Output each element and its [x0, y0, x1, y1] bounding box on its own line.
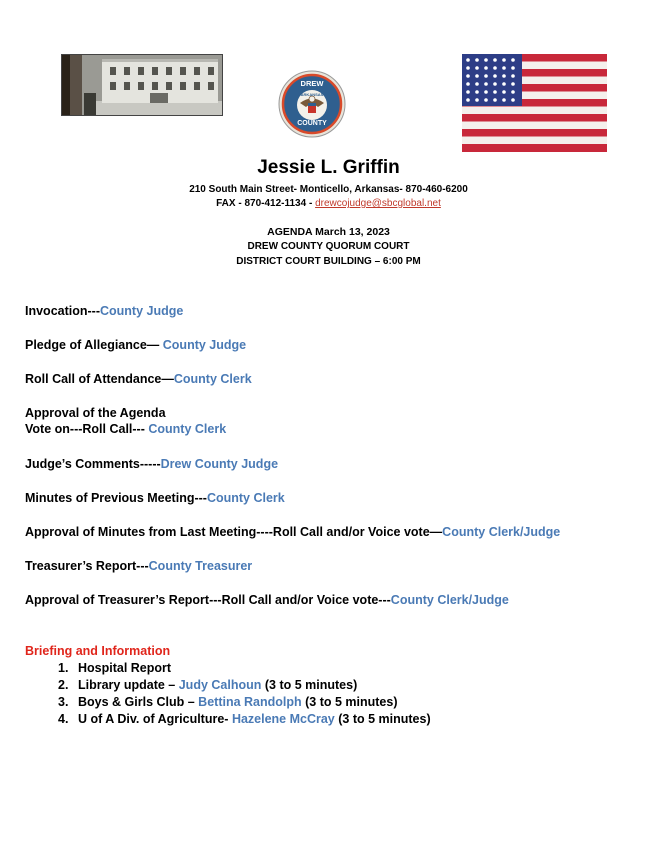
item-responsible: County Treasurer: [148, 559, 253, 573]
agenda-date: AGENDA March 13, 2023: [267, 226, 390, 238]
briefing-text: Boys & Girls Club –: [78, 695, 199, 709]
item-label: Pledge of Allegiance—: [25, 338, 163, 352]
agenda-item-judge-comments: [25, 457, 278, 471]
item-responsible: County Judge: [162, 338, 247, 352]
item-heading: Approval of the Agenda: [25, 406, 166, 420]
agenda-item-invocation: [25, 304, 183, 318]
flag-icon: [462, 54, 607, 152]
item-label: Minutes of Previous Meeting---: [25, 491, 207, 505]
briefing-item: [58, 678, 357, 692]
item-responsible: County Clerk/Judge: [390, 593, 509, 607]
court-name: DREW COUNTY QUORUM COURT: [247, 241, 410, 252]
item-label: Approval of Treasurer’s Report---Roll Call and/or Voice vote---: [25, 593, 391, 607]
item-responsible: Drew County Judge: [160, 457, 279, 471]
item-responsible: County Judge: [100, 304, 184, 318]
briefing-number: 1.: [58, 661, 69, 675]
item-label: Vote on---Roll Call---: [25, 422, 149, 436]
fax-text: FAX - 870-412-1134 -: [216, 198, 316, 209]
item-responsible: County Clerk: [173, 372, 252, 386]
agenda-item-treasurer-report: [25, 559, 252, 573]
item-label: Approval of Minutes from Last Meeting----Roll Call and/or Voice vote—: [25, 525, 443, 539]
item-responsible: County Clerk: [148, 422, 227, 436]
briefing-text: U of A Div. of Agriculture-: [78, 712, 232, 726]
briefing-person: Bettina Randolph: [198, 695, 302, 709]
briefing-number: 3.: [58, 695, 69, 709]
item-responsible: County Clerk/Judge: [442, 525, 561, 539]
seal-state-text: ARKANSAS: [300, 92, 324, 97]
american-flag: [462, 54, 607, 152]
briefing-item: [58, 712, 431, 726]
briefing-text: Library update –: [78, 678, 179, 692]
briefing-item: [58, 661, 171, 675]
agenda-item-pledge: [25, 338, 246, 352]
item-label: Treasurer’s Report---: [25, 559, 149, 573]
item-responsible: County Clerk: [206, 491, 285, 505]
briefing-suffix: (3 to 5 minutes): [334, 712, 431, 726]
drew-county-seal: [278, 70, 346, 138]
agenda-item-approval-minutes: [25, 525, 560, 539]
agenda-item-approval-treasurer: [25, 593, 509, 607]
fax-email-line: [0, 198, 657, 209]
briefing-title: Briefing and Information: [25, 644, 171, 658]
meeting-location: DISTRICT COURT BUILDING – 6:00 PM: [236, 256, 421, 267]
briefing-number: 2.: [58, 678, 69, 692]
email-link[interactable]: drewcojudge@sbcglobal.net: [315, 198, 441, 209]
briefing-number: 4.: [58, 712, 69, 726]
briefing-person: Hazelene McCray: [231, 712, 335, 726]
item-label: Invocation---: [25, 304, 100, 318]
courthouse-image: [62, 55, 223, 116]
judge-name: Jessie L. Griffin: [257, 157, 400, 178]
briefing-suffix: (3 to 5 minutes): [301, 695, 398, 709]
briefing-person: Judy Calhoun: [178, 678, 262, 692]
seal-top-text: DREW: [300, 79, 324, 88]
agenda-item-approval-agenda: [25, 406, 226, 436]
briefing-suffix: (3 to 5 minutes): [261, 678, 358, 692]
briefing-item: [58, 695, 397, 709]
agenda-item-minutes: [25, 491, 285, 505]
item-label: Roll Call of Attendance—: [25, 372, 174, 386]
courthouse-photo: [61, 54, 223, 116]
seal-bottom-text: COUNTY: [297, 120, 327, 127]
briefing-text: Hospital Report: [78, 661, 172, 675]
address-line: 210 South Main Street- Monticello, Arkansas- 870-460-6200: [189, 184, 468, 195]
item-label: Judge’s Comments-----: [25, 457, 161, 471]
agenda-item-roll-call: [25, 372, 252, 386]
